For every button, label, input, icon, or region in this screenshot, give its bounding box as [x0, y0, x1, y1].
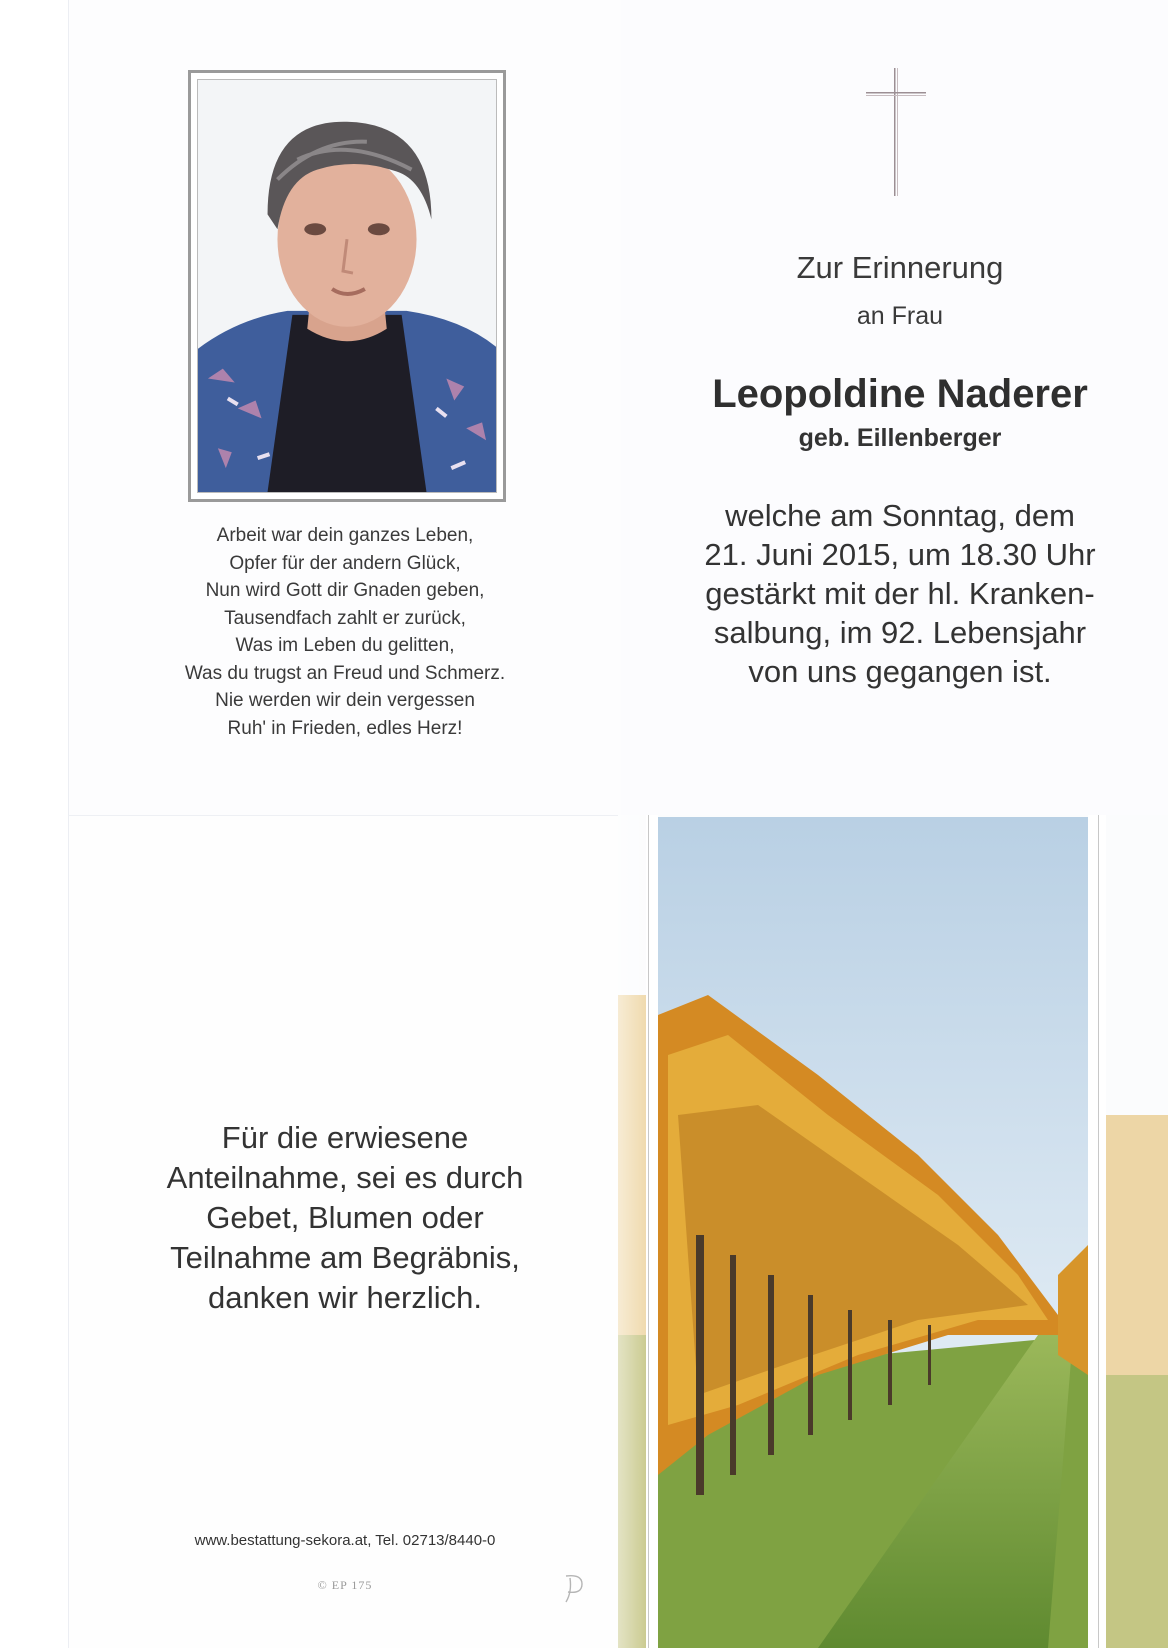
poem-line: Was du trugst an Freud und Schmerz.: [184, 662, 506, 684]
poem-line: Opfer für der andern Glück,: [229, 552, 461, 574]
death-notice-line: gestärkt mit der hl. Kranken-: [705, 576, 1095, 611]
remembrance-heading: Zur Erinnerung: [796, 250, 1004, 285]
thanks-line: Gebet, Blumen oder: [206, 1200, 484, 1235]
thanks-line: Für die erwiesene: [221, 1120, 469, 1155]
poem-line: Nun wird Gott dir Gnaden geben,: [205, 580, 485, 601]
memorial-poem: [110, 522, 580, 742]
portrait-photo: [197, 79, 497, 493]
death-notice: [670, 496, 1130, 691]
death-notice-line: salbung, im 92. Lebensjahr: [713, 615, 1087, 650]
thanks-line: danken wir herzlich.: [208, 1280, 482, 1315]
remembrance-salutation: an Frau: [856, 302, 944, 330]
cross-icon: [866, 68, 926, 196]
thanks-line: Teilnahme am Begräbnis,: [170, 1240, 520, 1275]
deceased-name: Leopoldine Naderer: [712, 372, 1088, 416]
death-notice-line: 21. Juni 2015, um 18.30 Uhr: [704, 537, 1096, 572]
poem-line: Nie werden wir dein vergessen: [215, 690, 475, 711]
poem-line: Arbeit war dein ganzes Leben,: [216, 525, 474, 546]
vineyard-photo: [618, 815, 1168, 1648]
death-notice-line: welche am Sonntag, dem: [725, 498, 1075, 533]
poem-line: Was im Leben du gelitten,: [235, 635, 455, 656]
portrait-illustration: [198, 80, 496, 492]
portrait-frame: [188, 70, 506, 502]
product-code: © EP 175: [317, 1578, 373, 1592]
poem-line: Ruh' in Frieden, edles Herz!: [227, 717, 463, 739]
poem-line: Tausendfach zahlt er zurück,: [224, 607, 466, 629]
death-notice-line: von uns gegangen ist.: [748, 654, 1052, 689]
maiden-name: geb. Eillenberger: [798, 424, 1002, 452]
thanks-message: [110, 1118, 580, 1318]
funeral-home-contact: www.bestattung-sekora.at, Tel. 02713/8440-0: [194, 1532, 496, 1549]
thanks-line: Anteilnahme, sei es durch: [166, 1160, 524, 1195]
handwritten-mark: [560, 1570, 590, 1606]
